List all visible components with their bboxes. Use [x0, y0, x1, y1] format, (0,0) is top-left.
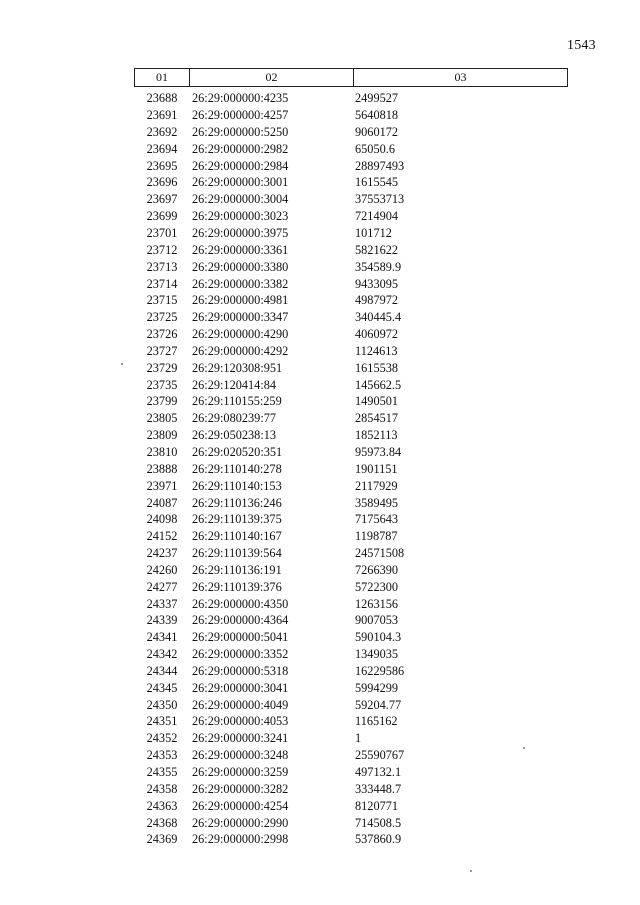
value-cell: 5994299 — [355, 680, 399, 695]
cadastral-number-cell: 26:29:000000:2990 — [192, 815, 289, 830]
value-cell: 1124613 — [355, 343, 398, 358]
table-body — [134, 90, 568, 848]
row-id-cell: 24342 — [146, 647, 178, 662]
cadastral-number-cell: 26:29:000000:5318 — [192, 663, 289, 678]
table-row — [134, 663, 568, 680]
row-id-cell: 24351 — [146, 714, 178, 729]
value-cell: 9060172 — [355, 124, 399, 139]
cadastral-number-cell: 26:29:020520:351 — [192, 444, 283, 459]
value-cell: 354589.9 — [355, 259, 402, 274]
table-row — [134, 713, 568, 730]
cadastral-number-cell: 26:29:000000:3361 — [192, 242, 289, 257]
value-cell: 16229586 — [355, 663, 405, 678]
cadastral-number-cell: 26:29:000000:3975 — [192, 226, 289, 241]
value-cell: 9433095 — [355, 276, 399, 291]
row-id-cell: 24358 — [146, 781, 178, 796]
page-number: 1543 — [567, 38, 596, 53]
row-id-cell: 23696 — [146, 175, 178, 190]
scan-speck — [470, 870, 472, 872]
value-cell: 1852113 — [355, 428, 398, 443]
cadastral-number-cell: 26:29:000000:3001 — [192, 175, 289, 190]
cadastral-number-cell: 26:29:000000:5041 — [192, 630, 289, 645]
table-row — [134, 696, 568, 713]
cadastral-number-cell: 26:29:120308:951 — [192, 360, 283, 375]
row-id-cell: 23695 — [146, 158, 178, 173]
row-id-cell: 24087 — [146, 495, 178, 510]
column-header-02: 02 — [190, 69, 354, 86]
table-row — [134, 174, 568, 191]
table-row — [134, 208, 568, 225]
row-id-cell: 24152 — [146, 529, 178, 544]
cadastral-number-cell: 26:29:000000:4053 — [192, 714, 289, 729]
table-row — [134, 562, 568, 579]
cadastral-number-cell: 26:29:110139:375 — [192, 512, 282, 527]
table-row — [134, 258, 568, 275]
table-row — [134, 461, 568, 478]
table-row — [134, 646, 568, 663]
table-row — [134, 191, 568, 208]
table-row — [134, 292, 568, 309]
table-row — [134, 494, 568, 511]
table-row — [134, 326, 568, 343]
value-cell: 1165162 — [355, 714, 398, 729]
value-cell: 7175643 — [355, 512, 399, 527]
value-cell: 714508.5 — [355, 815, 402, 830]
cadastral-number-cell: 26:29:110136:246 — [192, 495, 282, 510]
row-id-cell: 23888 — [146, 461, 178, 476]
table-row — [134, 157, 568, 174]
cadastral-number-cell: 26:29:000000:3259 — [192, 765, 289, 780]
value-cell: 537860.9 — [355, 832, 402, 847]
cadastral-number-cell: 26:29:000000:3382 — [192, 276, 289, 291]
value-cell: 95973.84 — [355, 444, 402, 459]
cadastral-number-cell: 26:29:000000:3248 — [192, 748, 289, 763]
value-cell: 28897493 — [355, 158, 405, 173]
value-cell: 8120771 — [355, 798, 399, 813]
value-cell: 145662.5 — [355, 377, 402, 392]
row-id-cell: 24260 — [146, 562, 178, 577]
value-cell: 333448.7 — [355, 781, 402, 796]
row-id-cell: 24339 — [146, 613, 178, 628]
row-id-cell: 23715 — [146, 293, 178, 308]
table-row — [134, 444, 568, 461]
cadastral-number-cell: 26:29:000000:3241 — [192, 731, 289, 746]
cadastral-number-cell: 26:29:000000:4290 — [192, 327, 289, 342]
table-row — [134, 511, 568, 528]
cadastral-number-cell: 26:29:000000:4292 — [192, 343, 289, 358]
table-row — [134, 376, 568, 393]
cadastral-number-cell: 26:29:000000:2982 — [192, 141, 289, 156]
table-row — [134, 797, 568, 814]
value-cell: 4987972 — [355, 293, 399, 308]
row-id-cell: 23726 — [146, 327, 178, 342]
value-cell: 7214904 — [355, 209, 399, 224]
row-id-cell: 23694 — [146, 141, 178, 156]
row-id-cell: 23805 — [146, 411, 178, 426]
value-cell: 5821622 — [355, 242, 399, 257]
table-row — [134, 781, 568, 798]
row-id-cell: 23714 — [146, 276, 178, 291]
cadastral-number-cell: 26:29:000000:4257 — [192, 108, 289, 123]
row-id-cell: 24237 — [146, 546, 178, 561]
row-id-cell: 23735 — [146, 377, 178, 392]
value-cell: 9007053 — [355, 613, 399, 628]
value-cell: 1 — [355, 731, 362, 746]
cadastral-number-cell: 26:29:110155:259 — [192, 394, 282, 409]
table-row — [134, 90, 568, 107]
cadastral-number-cell: 26:29:000000:3004 — [192, 192, 289, 207]
cadastral-number-cell: 26:29:000000:4350 — [192, 596, 289, 611]
value-cell: 5722300 — [355, 579, 399, 594]
cadastral-number-cell: 26:29:120414:84 — [192, 377, 277, 392]
scan-speck — [523, 747, 525, 749]
row-id-cell: 24363 — [146, 798, 178, 813]
cadastral-number-cell: 26:29:000000:4235 — [192, 91, 289, 106]
row-id-cell: 23697 — [146, 192, 178, 207]
cadastral-number-cell: 26:29:050238:13 — [192, 428, 277, 443]
table-row — [134, 612, 568, 629]
table-row — [134, 393, 568, 410]
value-cell: 3589495 — [355, 495, 399, 510]
row-id-cell: 23725 — [146, 310, 178, 325]
table-row — [134, 225, 568, 242]
column-header-03: 03 — [454, 70, 467, 84]
row-id-cell: 24352 — [146, 731, 178, 746]
table-row — [134, 360, 568, 377]
row-id-cell: 24277 — [146, 579, 178, 594]
table-row — [134, 124, 568, 141]
table-row — [134, 578, 568, 595]
row-id-cell: 23699 — [146, 209, 178, 224]
row-id-cell: 23971 — [146, 478, 178, 493]
cadastral-number-cell: 26:29:000000:2998 — [192, 832, 289, 847]
cadastral-number-cell: 26:29:000000:4364 — [192, 613, 289, 628]
table-row — [134, 629, 568, 646]
cadastral-number-cell: 26:29:110139:564 — [192, 546, 282, 561]
cadastral-number-cell: 26:29:110139:376 — [192, 579, 282, 594]
column-header-01: 01 — [135, 69, 190, 86]
value-cell: 2117929 — [355, 478, 398, 493]
row-id-cell: 24337 — [146, 596, 178, 611]
value-cell: 2499527 — [355, 91, 399, 106]
cadastral-number-cell: 26:29:080239:77 — [192, 411, 277, 426]
value-cell: 1901151 — [355, 461, 398, 476]
cadastral-number-cell: 26:29:110140:153 — [192, 478, 282, 493]
table-row — [134, 141, 568, 158]
row-id-cell: 23692 — [146, 124, 178, 139]
data-table — [134, 68, 568, 848]
value-cell: 101712 — [355, 226, 392, 241]
cadastral-number-cell: 26:29:000000:3352 — [192, 647, 289, 662]
row-id-cell: 23809 — [146, 428, 178, 443]
cadastral-number-cell: 26:29:000000:3041 — [192, 680, 289, 695]
row-id-cell: 24350 — [146, 697, 178, 712]
row-id-cell: 24369 — [146, 832, 178, 847]
table-row — [134, 242, 568, 259]
value-cell: 1615538 — [355, 360, 399, 375]
value-cell: 1263156 — [355, 596, 399, 611]
value-cell: 497132.1 — [355, 765, 402, 780]
cadastral-number-cell: 26:29:110136:191 — [192, 562, 282, 577]
table-row — [134, 309, 568, 326]
value-cell: 5640818 — [355, 108, 399, 123]
value-cell: 25590767 — [355, 748, 405, 763]
row-id-cell: 23727 — [146, 343, 178, 358]
row-id-cell: 24355 — [146, 765, 178, 780]
value-cell: 4060972 — [355, 327, 399, 342]
cadastral-number-cell: 26:29:000000:3282 — [192, 781, 289, 796]
table-row — [134, 410, 568, 427]
table-row — [134, 427, 568, 444]
table-row — [134, 343, 568, 360]
value-cell: 590104.3 — [355, 630, 402, 645]
scan-speck — [121, 363, 123, 365]
value-cell: 59204.77 — [355, 697, 402, 712]
table-row — [134, 814, 568, 831]
table-header — [134, 68, 568, 87]
row-id-cell: 24341 — [146, 630, 178, 645]
row-id-cell: 23691 — [146, 108, 178, 123]
row-id-cell: 23713 — [146, 259, 178, 274]
cadastral-number-cell: 26:29:000000:4254 — [192, 798, 289, 813]
cadastral-number-cell: 26:29:000000:4049 — [192, 697, 289, 712]
table-row — [134, 595, 568, 612]
table-row — [134, 680, 568, 697]
table-row — [134, 528, 568, 545]
cadastral-number-cell: 26:29:000000:5250 — [192, 124, 289, 139]
value-cell: 1198787 — [355, 529, 398, 544]
table-row — [134, 831, 568, 848]
value-cell: 37553713 — [355, 192, 405, 207]
cadastral-number-cell: 26:29:000000:3380 — [192, 259, 289, 274]
cadastral-number-cell: 26:29:000000:4981 — [192, 293, 289, 308]
row-id-cell: 23810 — [146, 444, 178, 459]
row-id-cell: 23799 — [146, 394, 178, 409]
value-cell: 2854517 — [355, 411, 399, 426]
value-cell: 1349035 — [355, 647, 399, 662]
row-id-cell: 23729 — [146, 360, 178, 375]
table-row — [134, 764, 568, 781]
row-id-cell: 24098 — [146, 512, 178, 527]
row-id-cell: 23712 — [146, 242, 178, 257]
value-cell: 1490501 — [355, 394, 399, 409]
row-id-cell: 24344 — [146, 663, 178, 678]
cadastral-number-cell: 26:29:000000:3023 — [192, 209, 289, 224]
cadastral-number-cell: 26:29:000000:2984 — [192, 158, 289, 173]
table-row — [134, 545, 568, 562]
value-cell: 7266390 — [355, 562, 399, 577]
cadastral-number-cell: 26:29:000000:3347 — [192, 310, 289, 325]
value-cell: 65050.6 — [355, 141, 395, 156]
table-row — [134, 477, 568, 494]
table-row — [134, 747, 568, 764]
table-row — [134, 275, 568, 292]
row-id-cell: 24345 — [146, 680, 178, 695]
row-id-cell: 23688 — [146, 91, 178, 106]
row-id-cell: 23701 — [146, 226, 178, 241]
row-id-cell: 24353 — [146, 748, 178, 763]
table-row — [134, 107, 568, 124]
value-cell: 1615545 — [355, 175, 399, 190]
cadastral-number-cell: 26:29:110140:278 — [192, 461, 282, 476]
cadastral-number-cell: 26:29:110140:167 — [192, 529, 282, 544]
value-cell: 340445.4 — [355, 310, 402, 325]
table-row — [134, 730, 568, 747]
value-cell: 24571508 — [355, 546, 405, 561]
row-id-cell: 24368 — [146, 815, 178, 830]
